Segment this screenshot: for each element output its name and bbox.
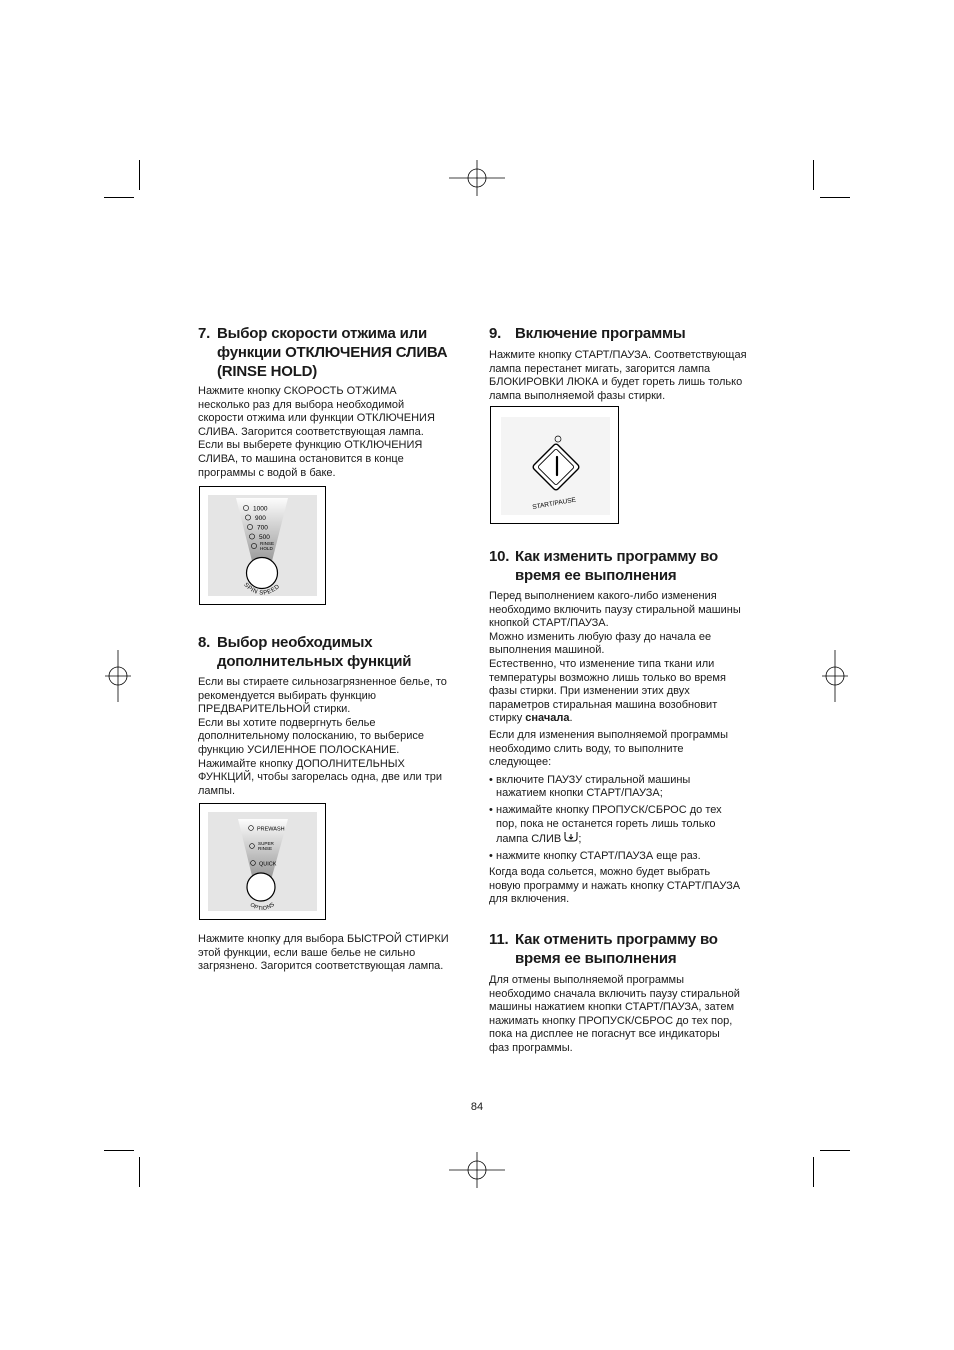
spin-speed-label: SPIN SPEED xyxy=(242,582,282,596)
section-7-body: Нажмите кнопку СКОРОСТЬ ОТЖИМА несколько раз для выбора необходимой скорости отжима или функции ОТКЛЮЧЕНИЯ СЛИВА. Загорится соответствующая лампа. Если вы выберете функцию ОТКЛЮЧЕНИЯ СЛИВА, то машина остановится в конце программы с водой в баке. xyxy=(198,385,435,479)
section-number: 7. xyxy=(198,325,211,342)
section-7 xyxy=(198,324,468,480)
section-8 xyxy=(198,633,468,798)
section-9 xyxy=(489,324,759,403)
options-figure xyxy=(199,803,326,920)
rinse-label: RINSE xyxy=(260,541,275,546)
options-panel-icon xyxy=(208,812,317,911)
section-9-title: 9. Включение программы xyxy=(489,325,686,342)
section-8-title: 8. Выбор необходимых дополнительных функций xyxy=(198,634,412,670)
section-11-title: 11. Как отменить программу во время ее выполнения xyxy=(489,931,718,967)
section-10-title: 10. Как изменить программу во время ее выполнения xyxy=(489,548,718,584)
prewash-label: PREWASH xyxy=(257,826,285,833)
spin-speed-panel-icon xyxy=(208,495,317,596)
spin-speed-figure xyxy=(199,486,326,605)
section-8-body: Если вы стираете сильнозагрязненное белье, то рекомендуется выбирать функцию ПРЕДВАРИТЕЛЬНОЙ стирки. Если вы хотите подвергнуть белье дополнительному полосканию, то выберисе функцию УСИЛЕННОЕ ПОЛОСКАНИЕ. Нажимайте кнопку ДОПОЛНИТЕЛЬНЫХ ФУНКЦИЙ, чтобы загорелась одна, две или три лампы. xyxy=(198,676,447,797)
drain-icon xyxy=(564,831,578,843)
registration-mark-bottom-icon xyxy=(449,1152,505,1188)
list-item: • нажмите кнопку СТАРТ/ПАУЗА еще раз. xyxy=(489,850,759,864)
spin-option-label: 500 xyxy=(259,534,270,541)
quick-label: QUICK xyxy=(259,861,277,868)
hold-label: HOLD xyxy=(260,546,273,551)
spin-option-label: 700 xyxy=(257,524,268,532)
start-pause-figure xyxy=(490,406,619,524)
section-7-title: 7. Выбор скорости отжима или функции ОТКЛЮЧЕНИЯ СЛИВА (RINSE HOLD) xyxy=(198,325,448,380)
super-label: SUPER xyxy=(258,841,274,846)
registration-mark-right-icon xyxy=(822,650,848,702)
registration-mark-top-icon xyxy=(449,160,505,196)
spin-speed-knob[interactable] xyxy=(247,558,278,589)
registration-mark-left-icon xyxy=(105,650,131,702)
section-10-body-1: Перед выполнением какого-либо изменения необходимо включить паузу стиральной машины кнопкой СТАРТ/ПАУЗА. Можно изменить любую фазу до начала ее выполнения машиной. Естественно, что изменение типа ткани или температуры возможно лишь только во время фазы стирки. При изменении этих двух параметров стиральная машина возобновит стирку сначала. xyxy=(489,590,741,725)
page-number: 84 xyxy=(470,1101,484,1113)
list-item: • нажимайте кнопку ПРОПУСК/СБРОС до тех пор, пока не останется гореть лишь только лампа СЛИВ ; xyxy=(489,804,759,847)
section-11 xyxy=(489,930,759,1056)
section-10-body-3: Когда вода сольется, можно будет выбрать новую программу и нажать кнопку СТАРТ/ПАУЗА для включения. xyxy=(489,866,741,906)
section-10 xyxy=(489,547,759,907)
section-10-body-2: Если для изменения выполняемой программы необходимо слить воду, то выполните следующее: xyxy=(489,728,728,769)
list-item: • включите ПАУЗУ стиральной машины нажатием кнопки СТАРТ/ПАУЗА; xyxy=(489,774,759,801)
start-pause-label: START/PAUSE xyxy=(531,496,577,512)
svg-text:OPTIONS xyxy=(249,902,276,911)
section-9-body: Нажмите кнопку СТАРТ/ПАУЗА. Соответствующая лампа перестанет мигать, загорится лампа БЛОКИРОВКИ ЛЮКА и будет гореть лишь только лампа выполняемой фазы стирки. xyxy=(489,349,747,402)
spin-option-label: 1000 xyxy=(253,505,268,513)
options-knob[interactable] xyxy=(247,873,275,901)
quick-wash-note: Нажмите кнопку для выбора БЫСТРОЙ СТИРКИ этой функции, если ваше белье не сильно загрязнено. Загорится соответствующая лампа. xyxy=(198,933,449,973)
section-11-body: Для отмены выполняемой программы необходимо сначала включить паузу стиральной машины нажатием кнопки СТАРТ/ПАУЗА, затем нажимать кнопку ПРОПУСК/СБРОС до тех пор, пока на дисплее не погаснут все индикаторы фаз программы. xyxy=(489,974,740,1054)
spin-option-label: 900 xyxy=(255,515,266,522)
rinse-label: RINSE xyxy=(258,846,273,851)
options-label: OPTIONS xyxy=(248,901,277,911)
section-10-steps xyxy=(489,774,759,864)
start-pause-icon xyxy=(501,417,610,515)
